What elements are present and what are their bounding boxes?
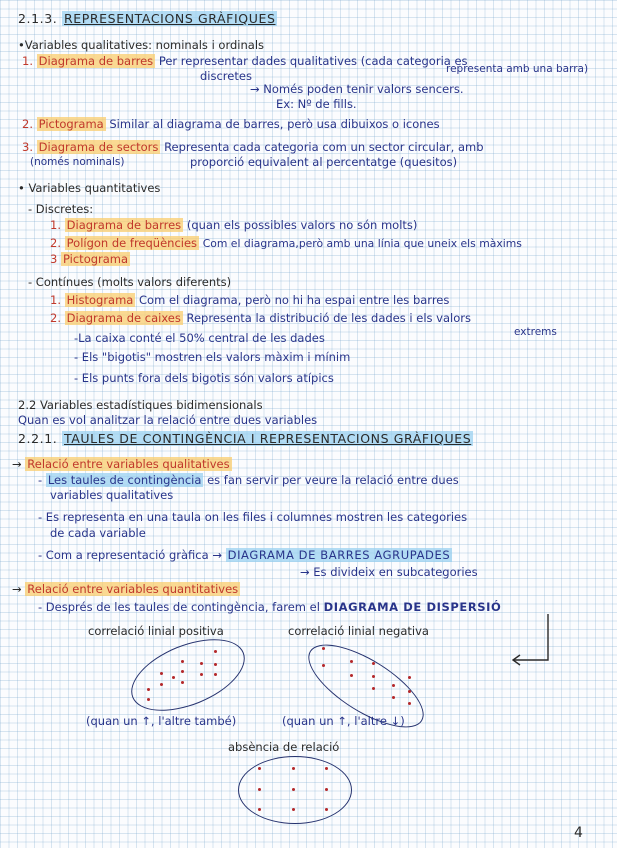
bullet-text: - Com a representació gràfica (38, 548, 209, 562)
scatter-dot (258, 767, 261, 770)
table-representation-bullet: - Es representa en una taula on les files i columnes mostren les categories (38, 510, 468, 524)
scatter-dot (214, 650, 217, 653)
scatter-plot-bullet (38, 600, 501, 614)
box-plot-bullet: -La caixa conté el 50% central de les dades (74, 331, 325, 345)
scatter-dot (372, 662, 375, 665)
scatter-dot (350, 660, 353, 663)
negative-correlation-caption: (quan un ↑, l'altre ↓) (282, 714, 405, 728)
item-term: Histograma (66, 293, 134, 307)
page-number: 4 (574, 825, 583, 841)
item-number: 1. (22, 54, 33, 68)
scatter-dot (372, 675, 375, 678)
bar-chart-side-note: representa amb una barra) (446, 63, 589, 75)
relation-qualitative-heading (12, 457, 232, 471)
scatter-dot (292, 808, 295, 811)
scatter-dot (322, 647, 325, 650)
positive-correlation-label: correlació linial positiva (88, 624, 224, 638)
return-arrow-icon (508, 610, 554, 670)
no-relation-label: absència de relació (228, 740, 340, 754)
item-term: Pictograma (38, 117, 104, 131)
scatter-dot (408, 702, 411, 705)
scatter-dot (214, 673, 217, 676)
bar-chart-note-integers: → Només poden tenir valors sencers. (250, 82, 464, 96)
scatter-dot (325, 788, 328, 791)
item-number: 1. (50, 218, 61, 232)
item-number: 1. (50, 293, 61, 307)
qual-item-pictogram (22, 117, 440, 131)
scatter-dot (258, 808, 261, 811)
no-relation-ellipse (238, 756, 352, 824)
box-plot-bullet: - Els "bigotis" mostren els valors màxim i mínim (74, 350, 351, 364)
discrete-item-frequency-polygon (50, 236, 522, 251)
scatter-dot (408, 676, 411, 679)
relation-quantitative-heading (12, 582, 240, 596)
scatter-dot (147, 698, 150, 701)
scatter-dot (325, 808, 328, 811)
graphic-representation-bullet (38, 548, 452, 562)
scatter-dot (181, 670, 184, 673)
item-number: 2. (22, 117, 33, 131)
bullet-text: - Després de les taules de contingència, farem el (38, 600, 320, 614)
item-number: 2. (50, 236, 61, 250)
item-text: Representa la distribució de les dades i els valors (186, 311, 471, 325)
item-text: Per representar dades qualitatives (cada categoria es (158, 54, 468, 68)
negative-correlation-label: correlació linial negativa (288, 624, 429, 638)
discrete-item-bar-chart (50, 218, 417, 232)
scatter-dot (408, 690, 411, 693)
heading-number: 2.1.3. (18, 11, 58, 26)
scatter-dot (392, 696, 395, 699)
section-2-2-subtitle: Quan es vol analitzar la relació entre dues variables (18, 413, 318, 427)
heading-title: TAULES DE CONTINGÈNCIA I REPRESENTACIONS GRÀFIQUES (63, 431, 472, 446)
section-heading-2-2-1 (18, 432, 473, 446)
item-text: Com el diagrama,però amb una línia que uneix els màxims (202, 237, 522, 250)
discrete-label: - Discretes: (28, 202, 94, 216)
arrow-right-icon: → (12, 582, 22, 596)
scatter-dot (172, 676, 175, 679)
heading-title: REPRESENTACIONS GRÀFIQUES (63, 11, 276, 26)
relation-title: Relació entre variables quantitatives (27, 582, 239, 596)
qual-item-pie-chart-cont: proporció equivalent al percentatge (quesitos) (190, 155, 458, 169)
box-plot-text-cont: extrems (514, 326, 557, 338)
scatter-dot (392, 684, 395, 687)
continuous-label: - Contínues (molts valors diferents) (28, 275, 232, 289)
scatter-dot (325, 767, 328, 770)
scatter-dot (160, 672, 163, 675)
item-text: (quan els possibles valors no són molts) (186, 218, 418, 232)
item-text: Similar al diagrama de barres, però usa dibuixos o icones (109, 117, 440, 131)
item-term: Diagrama de sectors (38, 140, 159, 154)
scatter-dot (200, 673, 203, 676)
qual-item-pie-chart (22, 140, 484, 154)
arrow-right-icon: → (12, 457, 22, 471)
contingency-table-bullet-cont: variables qualitatives (50, 488, 174, 502)
scatter-dot (160, 683, 163, 686)
scatter-dot (372, 687, 375, 690)
item-term: Pictograma (62, 252, 129, 266)
item-term: Diagrama de barres (66, 218, 182, 232)
heading-number: 2.2.1. (18, 431, 58, 446)
section-heading-2-1-3 (18, 12, 277, 26)
scatter-dot (350, 674, 353, 677)
item-term: Diagrama de barres (38, 54, 154, 68)
relation-title: Relació entre variables qualitatives (27, 457, 230, 471)
scatter-dot (147, 688, 150, 691)
continuous-item-box-plot (50, 311, 471, 325)
bullet-term: Les taules de contingència (47, 473, 202, 487)
pie-chart-nominal-note: (només nominals) (30, 156, 125, 168)
item-text: Com el diagrama, però no hi ha espai entre les barres (139, 293, 450, 307)
bullet-text: es fan servir per veure la relació entre dues (207, 473, 459, 487)
grouped-bar-chart-term: DIAGRAMA DE BARRES AGRUPADES (227, 548, 451, 562)
scatter-dot (292, 788, 295, 791)
scatter-plot-term: DIAGRAMA DE DISPERSIÓ (323, 600, 502, 614)
item-term: Diagrama de caixes (66, 311, 181, 325)
box-plot-bullet: - Els punts fora dels bigotis són valors atípics (74, 371, 334, 385)
item-text: Representa cada categoria com un sector circular, amb (164, 140, 484, 154)
scatter-dot (292, 767, 295, 770)
table-representation-bullet-cont: de cada variable (50, 526, 146, 540)
contingency-table-bullet (38, 473, 459, 487)
qual-item-bar-chart-cont: discretes (200, 69, 252, 83)
discrete-item-pictogram (50, 252, 130, 266)
bar-chart-note-example: Ex: Nº de fills. (276, 97, 357, 111)
quantitative-variables-title: • Variables quantitatives (18, 181, 161, 195)
scatter-dot (322, 664, 325, 667)
positive-correlation-caption: (quan un ↑, l'altre també) (86, 714, 237, 728)
scatter-dot (181, 681, 184, 684)
grouped-bar-chart-note: → Es divideix en subcategories (300, 565, 478, 579)
section-heading-2-2: 2.2 Variables estadístiques bidimensionals (18, 398, 263, 412)
qualitative-variables-title: •Variables qualitatives: nominals i ordinals (18, 38, 265, 52)
scatter-dot (214, 663, 217, 666)
qual-item-bar-chart (22, 54, 468, 68)
arrow-right-icon: → (212, 548, 222, 562)
item-number: 2. (50, 311, 61, 325)
item-number: 3. (22, 140, 33, 154)
scatter-dot (181, 660, 184, 663)
scatter-dot (258, 788, 261, 791)
scatter-dot (200, 662, 203, 665)
item-number: 3 (50, 252, 58, 266)
positive-correlation-ellipse (121, 625, 255, 726)
item-term: Polígon de freqüències (66, 236, 198, 250)
continuous-item-histogram (50, 293, 449, 307)
bullet-dash: - (38, 473, 46, 487)
